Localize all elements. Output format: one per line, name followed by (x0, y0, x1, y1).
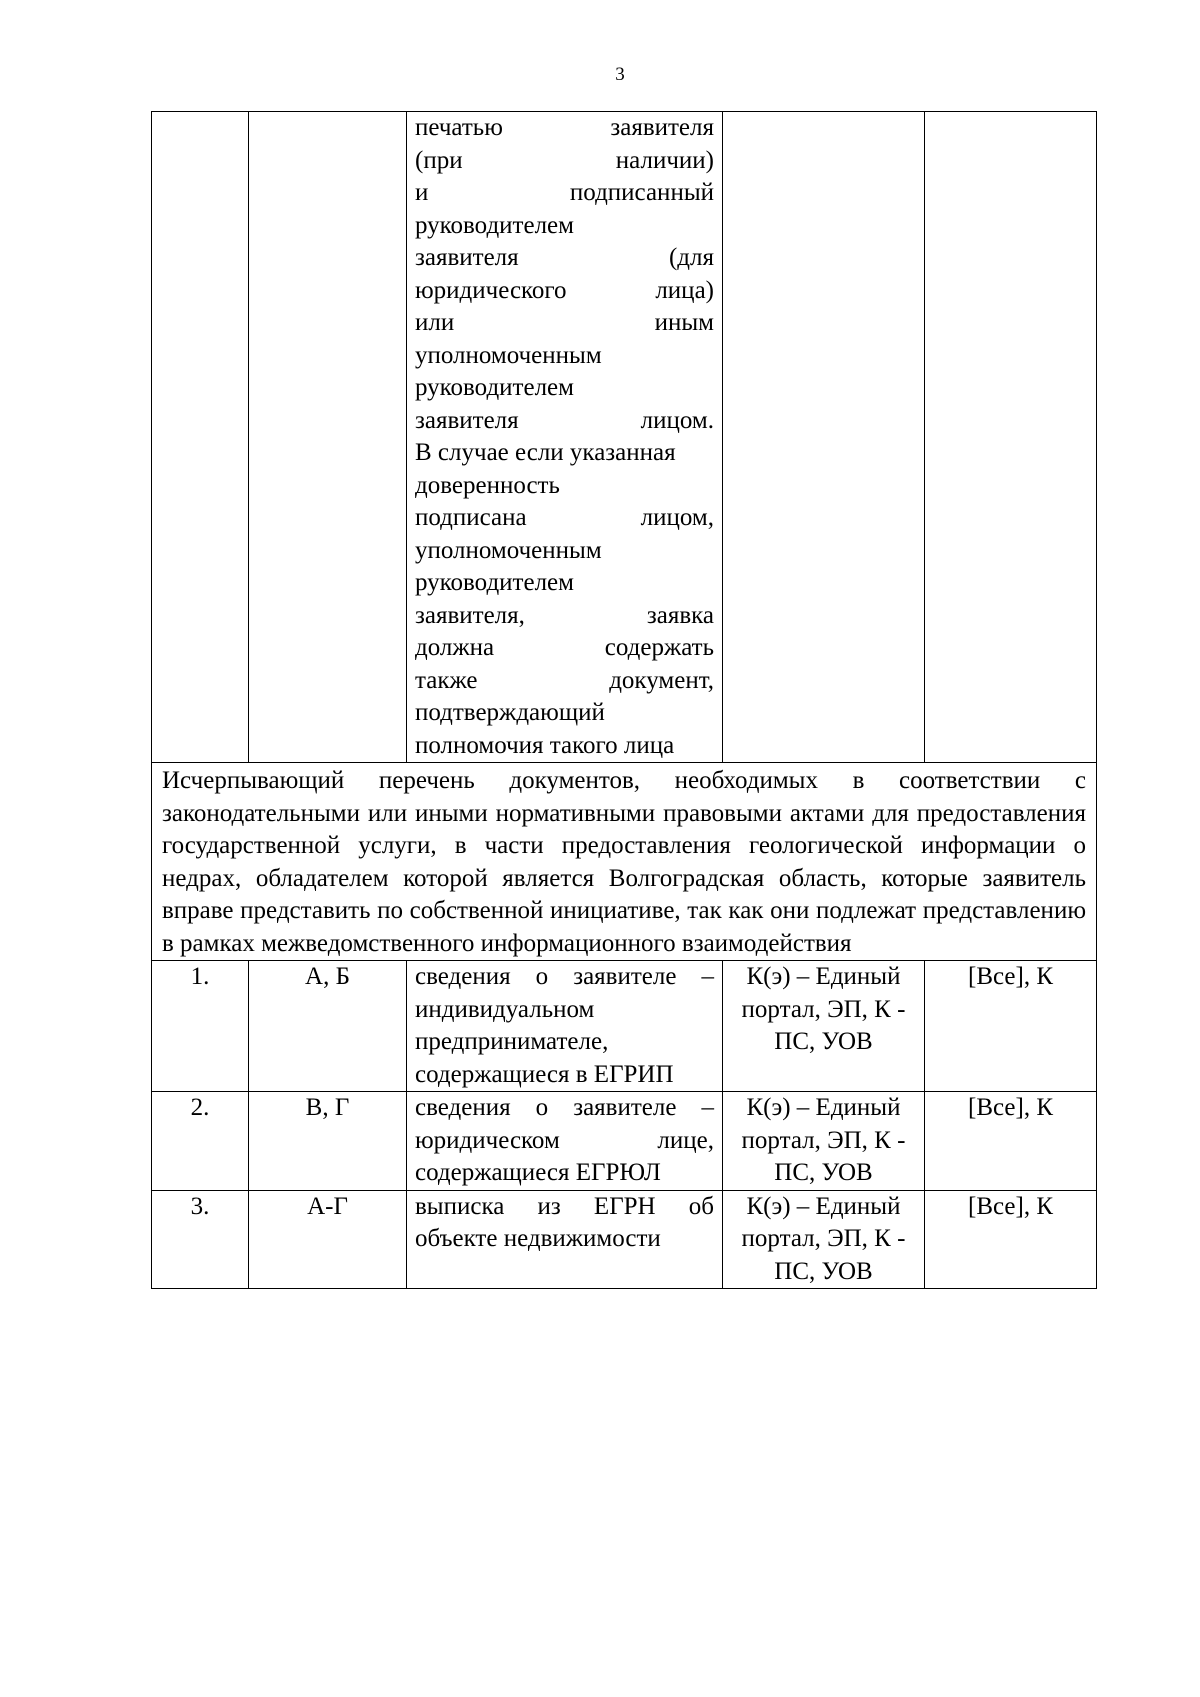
row-applies: [Все], К (925, 1092, 1097, 1191)
continuation-line: руководителем (415, 569, 574, 596)
continuation-line: заявителя (для (415, 244, 714, 271)
continuation-num-cell (152, 112, 249, 763)
continuation-applies-cell (925, 112, 1097, 763)
row-method: К(э) – Единый портал, ЭП, К - ПС, УОВ (723, 1092, 925, 1191)
continuation-line: юридического лица) (415, 276, 714, 304)
section-heading-row (152, 763, 1097, 961)
row-number: 2. (152, 1092, 249, 1191)
table-row (152, 1190, 1097, 1289)
continuation-line: руководителем (415, 211, 574, 239)
row-applies: [Все], К (925, 1190, 1097, 1289)
continuation-line: руководителем (415, 374, 574, 401)
continuation-row (152, 112, 1097, 763)
continuation-line: или иным (415, 309, 714, 336)
continuation-line: заявителя, заявка (415, 601, 714, 629)
continuation-line: заявителя лицом. (415, 406, 714, 434)
continuation-line: подписана лицом, (415, 504, 714, 531)
documents-table (151, 111, 1097, 1289)
continuation-line: доверенность (415, 471, 560, 499)
continuation-category-cell (249, 112, 407, 763)
continuation-line: подтверждающий (415, 699, 605, 726)
row-category: А, Б (249, 961, 407, 1092)
continuation-method-cell (723, 112, 925, 763)
table-row (152, 961, 1097, 1092)
continuation-line: уполномоченным (415, 536, 602, 564)
continuation-line: также документ, (415, 666, 714, 694)
continuation-line: должна содержать (415, 634, 714, 661)
continuation-line: и подписанный (415, 179, 714, 206)
section-heading: Исчерпывающий перечень документов, необходимых в соответствии с законодательными или иными нормативными правовыми актами для предоставления государственной услуги, в части предоставления геологической информации о недрах, обладателем которой является Волгоградская область, которые заявитель вправе представить по собственной инициативе, так как они подлежат представлению в рамках межведомственного информационного взаимодействия (152, 763, 1097, 961)
row-document: сведения о заявителе – юридическом лице, содержащиеся ЕГРЮЛ (407, 1092, 723, 1191)
continuation-line: полномочия такого лица (415, 731, 675, 759)
row-method: К(э) – Единый портал, ЭП, К - ПС, УОВ (723, 961, 925, 1092)
continuation-line: (при наличии) (415, 146, 714, 174)
continuation-line: печатью заявителя (415, 114, 714, 141)
row-document: выписка из ЕГРН об объекте недвижимости (407, 1190, 723, 1289)
continuation-line: уполномоченным (415, 341, 602, 369)
row-category: В, Г (249, 1092, 407, 1191)
row-applies: [Все], К (925, 961, 1097, 1092)
continuation-line: В случае если указанная (415, 439, 676, 466)
row-document: сведения о заявителе – индивидуальном предпринимателе, содержащиеся в ЕГРИП (407, 961, 723, 1092)
row-method: К(э) – Единый портал, ЭП, К - ПС, УОВ (723, 1190, 925, 1289)
row-number: 3. (152, 1190, 249, 1289)
row-number: 1. (152, 961, 249, 1092)
page-number: 3 (615, 64, 625, 85)
row-category: А-Г (249, 1190, 407, 1289)
continuation-document-cell (407, 112, 723, 763)
table-row (152, 1092, 1097, 1191)
